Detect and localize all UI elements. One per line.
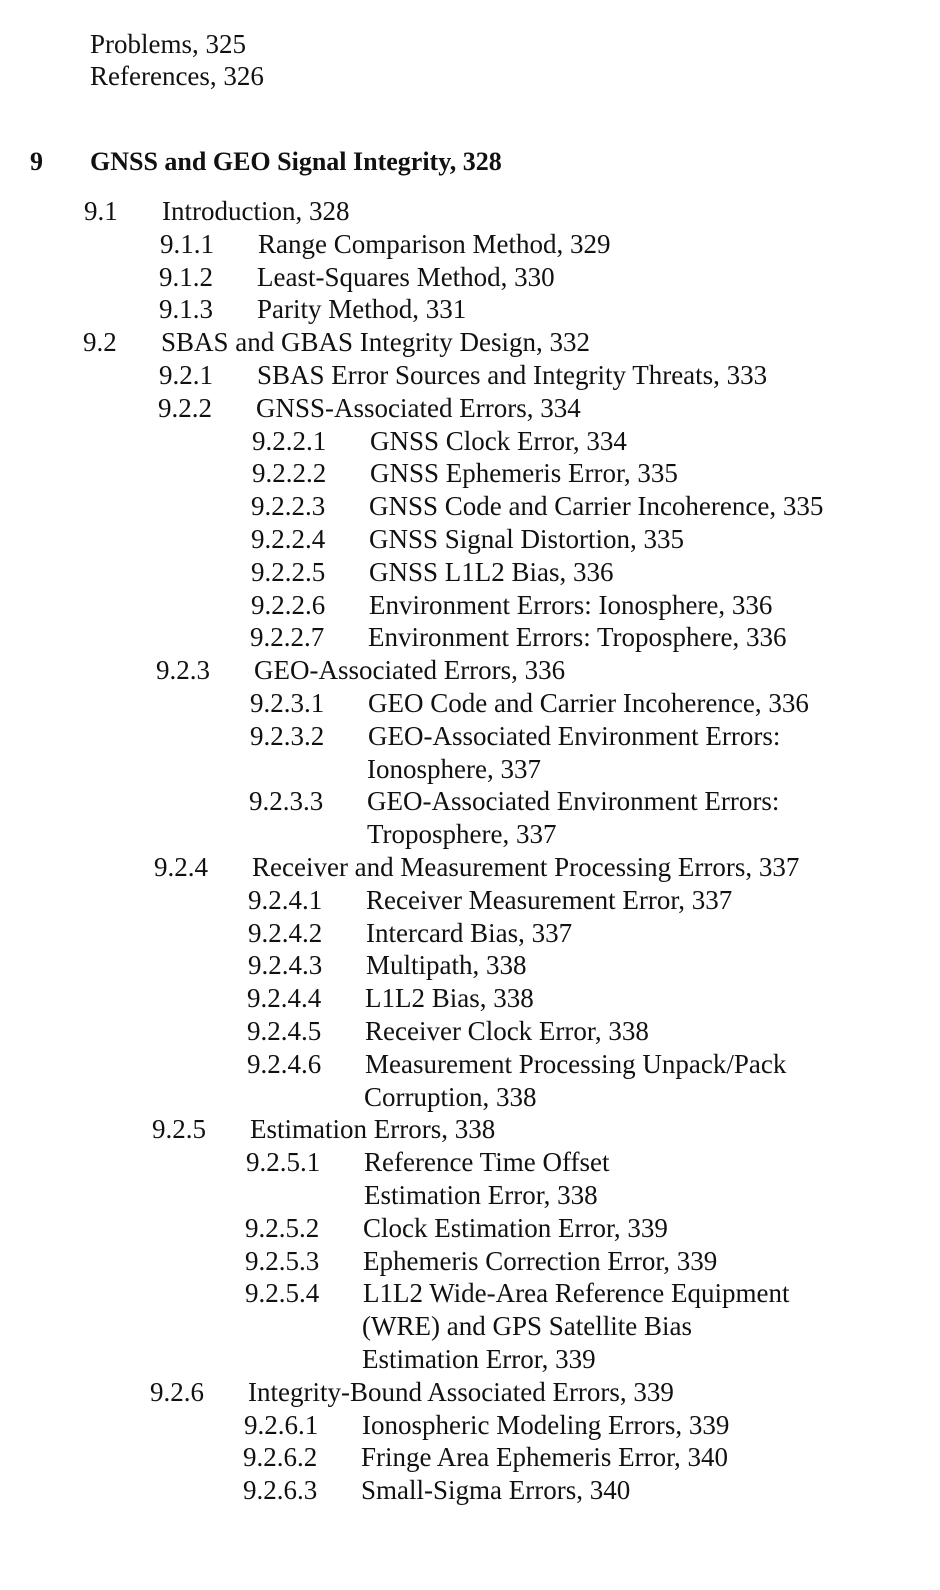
toc-entry-number: 9.2.4.3 xyxy=(248,950,323,980)
toc-entry-title: Multipath, 338 xyxy=(366,950,527,980)
toc-entry-number: 9.2.4.4 xyxy=(247,983,322,1013)
toc-entry-title: GNSS Clock Error, 334 xyxy=(370,426,627,456)
toc-entry-title: Corruption, 338 xyxy=(364,1082,537,1112)
toc-entry-title: Least-Squares Method, 330 xyxy=(257,262,555,292)
toc-entry-title: SBAS and GBAS Integrity Design, 332 xyxy=(161,327,591,357)
toc-entry-number: 9.2.3 xyxy=(156,655,210,685)
toc-entry-title: Problems, 325 xyxy=(90,29,247,59)
toc-entry-title: Ionosphere, 337 xyxy=(367,754,541,784)
toc-entry-title: GEO Code and Carrier Incoherence, 336 xyxy=(368,688,809,718)
toc-entry-number: 9.2 xyxy=(83,327,117,357)
toc-entry-number: 9.2.4.1 xyxy=(248,885,323,915)
toc-entry-number: 9.2.2.6 xyxy=(251,590,326,620)
toc-entry-title: (WRE) and GPS Satellite Bias xyxy=(362,1311,692,1341)
toc-entry-title: Estimation Errors, 338 xyxy=(250,1114,496,1144)
toc-entry-title: GNSS L1L2 Bias, 336 xyxy=(369,557,614,587)
toc-entry-title: Estimation Error, 338 xyxy=(364,1180,598,1210)
toc-entry-number: 9.2.4.2 xyxy=(248,918,323,948)
toc-entry-title: GEO-Associated Environment Errors: xyxy=(368,721,781,751)
toc-entry-number: 9.2.5.4 xyxy=(245,1278,320,1308)
toc-entry-number: 9.2.2.2 xyxy=(252,458,327,488)
toc-entry-title: Receiver and Measurement Processing Errors, 337 xyxy=(252,852,800,882)
toc-entry-title: GNSS Ephemeris Error, 335 xyxy=(370,458,678,488)
toc-entry-title: Ionospheric Modeling Errors, 339 xyxy=(362,1410,730,1440)
toc-entry-title: L1L2 Wide-Area Reference Equipment xyxy=(363,1278,790,1308)
toc-entry-number: 9.2.2.7 xyxy=(250,622,325,652)
toc-entry-number: 9.2.2.4 xyxy=(251,524,326,554)
toc-entry-number: 9.2.5.3 xyxy=(245,1246,320,1276)
toc-entry-title: Fringe Area Ephemeris Error, 340 xyxy=(361,1442,729,1472)
toc-entry-title: Receiver Clock Error, 338 xyxy=(365,1016,649,1046)
toc-entry-title: Clock Estimation Error, 339 xyxy=(363,1213,668,1243)
toc-entry-title: References, 326 xyxy=(90,61,264,91)
toc-entry-number: 9.1 xyxy=(84,196,118,226)
toc-entry-number: 9.2.5 xyxy=(152,1114,206,1144)
toc-entry-number: 9.2.2 xyxy=(158,393,212,423)
toc-entry-number: 9.2.3.1 xyxy=(250,688,325,718)
toc-entry-number: 9.2.2.3 xyxy=(251,491,326,521)
toc-entry-number: 9.2.5.2 xyxy=(245,1213,320,1243)
chapter-number: 9 xyxy=(30,147,43,176)
toc-entry-title: Troposphere, 337 xyxy=(367,819,557,849)
toc-entry-number: 9.1.2 xyxy=(159,262,213,292)
toc-entry-number: 9.2.2.5 xyxy=(251,557,326,587)
toc-entry-number: 9.2.4 xyxy=(154,852,208,882)
toc-entry-number: 9.2.2.1 xyxy=(252,426,327,456)
toc-entry-number: 9.2.6 xyxy=(150,1377,204,1407)
toc-entry-title: GEO-Associated Errors, 336 xyxy=(254,655,566,685)
toc-entry-title: Range Comparison Method, 329 xyxy=(258,229,611,259)
toc-entry-number: 9.2.5.1 xyxy=(246,1147,321,1177)
toc-entry-title: GEO-Associated Environment Errors: xyxy=(367,786,780,816)
toc-entry-title: GNSS-Associated Errors, 334 xyxy=(256,393,581,423)
toc-entry-number: 9.2.6.2 xyxy=(243,1442,318,1472)
toc-entry-number: 9.2.6.1 xyxy=(244,1410,319,1440)
toc-entry-title: Estimation Error, 339 xyxy=(362,1344,596,1374)
toc-entry-title: Ephemeris Correction Error, 339 xyxy=(363,1246,718,1276)
toc-entry-number: 9.2.1 xyxy=(159,360,213,390)
toc-entry-title: Environment Errors: Ionosphere, 336 xyxy=(369,590,773,620)
toc-entry-title: Small-Sigma Errors, 340 xyxy=(361,1475,631,1505)
toc-entry-number: 9.2.4.5 xyxy=(247,1016,322,1046)
toc-entry-title: Parity Method, 331 xyxy=(257,294,467,324)
toc-entry-title: Receiver Measurement Error, 337 xyxy=(366,885,733,915)
toc-entry-title: Reference Time Offset xyxy=(364,1147,610,1177)
toc-entry-number: 9.2.6.3 xyxy=(243,1475,318,1505)
toc-entry-title: GNSS Code and Carrier Incoherence, 335 xyxy=(369,491,824,521)
toc-entry-title: L1L2 Bias, 338 xyxy=(365,983,534,1013)
toc-entry-title: GNSS Signal Distortion, 335 xyxy=(369,524,685,554)
toc-entry-number: 9.1.3 xyxy=(159,294,213,324)
toc-entry-number: 9.2.3.2 xyxy=(250,721,325,751)
toc-entry-number: 9.1.1 xyxy=(160,229,214,259)
toc-entry-title: Environment Errors: Troposphere, 336 xyxy=(368,622,787,652)
toc-entry-number: 9.2.3.3 xyxy=(249,786,324,816)
toc-entry-title: Measurement Processing Unpack/Pack xyxy=(365,1049,787,1079)
toc-entry-number: 9.2.4.6 xyxy=(247,1049,322,1079)
toc-entry-title: Integrity-Bound Associated Errors, 339 xyxy=(248,1377,674,1407)
toc-entry-title: Introduction, 328 xyxy=(162,196,350,226)
toc-entry-title: Intercard Bias, 337 xyxy=(366,918,573,948)
chapter-title: GNSS and GEO Signal Integrity, 328 xyxy=(90,147,502,176)
toc-entry-title: SBAS Error Sources and Integrity Threats, 333 xyxy=(257,360,768,390)
